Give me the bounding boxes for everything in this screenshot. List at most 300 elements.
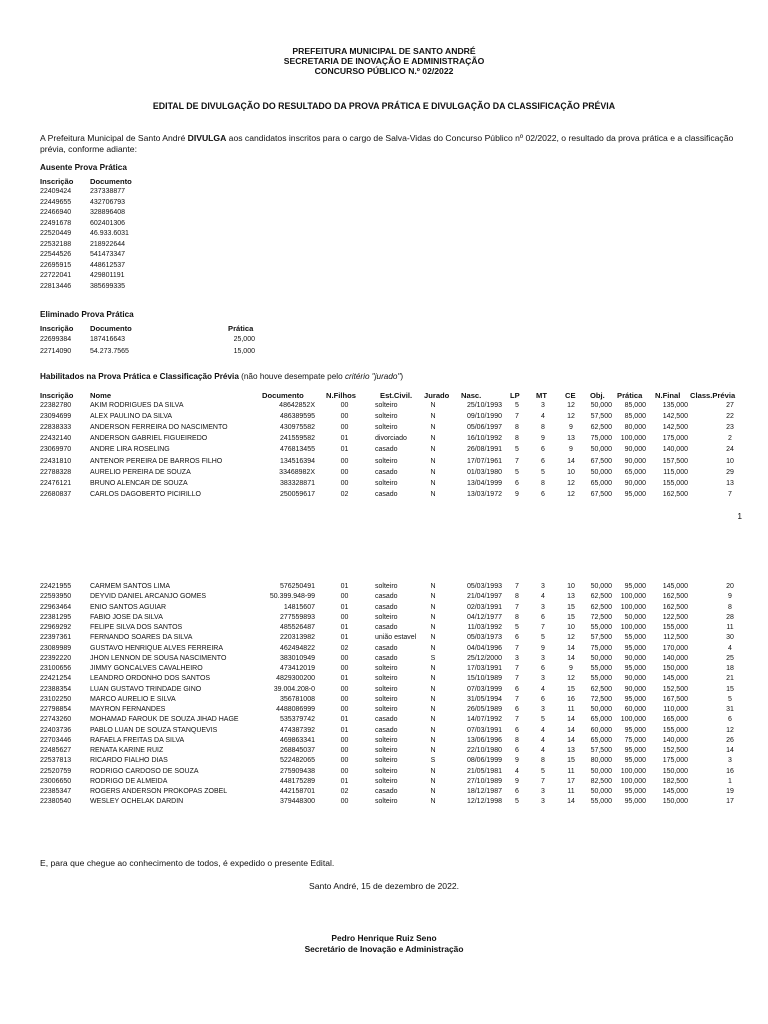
habilitados-cell: solteiro bbox=[375, 685, 398, 693]
habilitados-cell: 4 bbox=[728, 644, 732, 652]
ausente-cell: 22409424 bbox=[40, 188, 72, 195]
habilitados-cell: 22380540 bbox=[40, 798, 72, 806]
eliminado-header: Prática bbox=[228, 324, 254, 333]
habilitados-cell: solteiro bbox=[375, 736, 398, 744]
habilitados-cell: 9 bbox=[515, 777, 519, 785]
habilitados-cell: 00 bbox=[340, 685, 349, 693]
habilitados-cell: 379448300 bbox=[279, 798, 315, 806]
habilitados-cell: 6 bbox=[541, 695, 545, 703]
habilitados-cell: N bbox=[430, 624, 436, 631]
habilitados-cell: 00 bbox=[340, 402, 349, 409]
habilitados-cell: N bbox=[430, 613, 436, 621]
habilitados-cell: 4 bbox=[541, 747, 545, 754]
habilitados-cell: 6 bbox=[515, 634, 519, 642]
habilitados-cell: 162,500 bbox=[662, 490, 688, 498]
habilitados-cell: 22680837 bbox=[40, 490, 72, 498]
habilitados-cell: 112,500 bbox=[663, 634, 688, 642]
habilitados-cell: solteiro bbox=[375, 613, 398, 621]
habilitados-cell: solteiro bbox=[375, 583, 398, 590]
habilitados-cell: 23094699 bbox=[40, 413, 72, 421]
habilitados-cell: 14/07/1992 bbox=[466, 716, 502, 724]
habilitados-cell: AURELIO PEREIRA DE SOUZA bbox=[90, 468, 191, 476]
habilitados-cell: 6 bbox=[515, 685, 519, 693]
habilitados-cell: 67,500 bbox=[590, 490, 612, 498]
habilitados-cell: 3 bbox=[541, 654, 545, 662]
habilitados-cell: 11 bbox=[726, 624, 734, 631]
habilitados-cell: 17/07/1961 bbox=[466, 457, 502, 465]
habilitados-cell: 100,000 bbox=[620, 767, 646, 775]
habilitados-cell: 145,000 bbox=[662, 675, 688, 683]
habilitados-cell: 02/03/1991 bbox=[466, 603, 502, 611]
habilitados-cell: 13/06/1996 bbox=[466, 736, 502, 744]
habilitados-cell: 22385347 bbox=[40, 788, 72, 795]
habilitados-cell: 4 bbox=[541, 726, 545, 734]
habilitados-cell: 6 bbox=[541, 457, 545, 465]
habilitados-cell: 576250491 bbox=[279, 583, 315, 590]
habilitados-cell: 4 bbox=[515, 767, 519, 775]
habilitados-cell: S bbox=[430, 654, 436, 662]
habilitados-cell: 100,000 bbox=[620, 777, 646, 785]
eliminado-cell: 25,000 bbox=[233, 336, 255, 343]
habilitados-cell: 60,000 bbox=[624, 706, 646, 713]
habilitados-cell: 474387392 bbox=[279, 726, 315, 734]
habilitados-cell: N bbox=[430, 695, 436, 703]
habilitados-cell: 28 bbox=[726, 613, 734, 621]
header-line-2: SECRETARIA DE INOVAÇÃO E ADMINISTRAÇÃO bbox=[283, 56, 485, 66]
habilitados-cell: 22421254 bbox=[40, 675, 72, 683]
habilitados-cell: 50,000 bbox=[590, 402, 612, 409]
habilitados-cell: 07/03/1991 bbox=[466, 726, 502, 734]
habilitados-cell: ANDERSON FERREIRA DO NASCIMENTO bbox=[90, 424, 228, 432]
habilitados-title bbox=[40, 372, 403, 381]
habilitados-cell: 12 bbox=[567, 675, 575, 683]
habilitados-cell: solteiro bbox=[375, 767, 398, 775]
habilitados-cell: 72,500 bbox=[590, 695, 612, 703]
habilitados-cell: 95,000 bbox=[624, 665, 646, 672]
habilitados-cell: N bbox=[430, 583, 436, 590]
habilitados-cell: 55,000 bbox=[590, 665, 612, 672]
habilitados-cell: 7 bbox=[515, 675, 519, 683]
habilitados-cell: 175,000 bbox=[662, 435, 688, 443]
habilitados-cell: FELIPE SILVA DOS SANTOS bbox=[90, 624, 183, 631]
habilitados-cell: N bbox=[430, 777, 436, 785]
habilitados-cell: 55,000 bbox=[624, 634, 646, 642]
ausente-title: Ausente Prova Prática bbox=[40, 163, 127, 172]
habilitados-cell: 50,000 bbox=[590, 468, 612, 476]
signatory-name: Pedro Henrique Ruiz Seno bbox=[331, 933, 437, 943]
habilitados-cell: 04/12/1977 bbox=[466, 613, 502, 621]
habilitados-cell: 50.399.948-99 bbox=[269, 593, 315, 601]
habilitados-cell: 7 bbox=[541, 777, 545, 785]
intro-bold: DIVULGA bbox=[187, 133, 227, 143]
habilitados-cell: N bbox=[430, 747, 436, 754]
eliminado-cell: 22714090 bbox=[40, 347, 72, 355]
habilitados-cell: N bbox=[430, 593, 436, 601]
habilitados-cell: 31 bbox=[726, 706, 734, 713]
habilitados-cell: 5 bbox=[515, 624, 519, 631]
habilitados-cell: 182,500 bbox=[662, 777, 688, 785]
ausente-cell: 237338877 bbox=[90, 188, 126, 195]
habilitados-cell: 22381295 bbox=[40, 613, 72, 621]
habilitados-cell: 8 bbox=[541, 424, 545, 432]
habilitados-cell: solteiro bbox=[375, 402, 398, 409]
habilitados-cell: solteiro bbox=[375, 706, 398, 713]
habilitados-cell: 9 bbox=[569, 665, 573, 672]
habilitados-cell: 80,000 bbox=[624, 424, 646, 432]
habilitados-cell: 18 bbox=[726, 665, 734, 672]
habilitados-cell: 140,000 bbox=[662, 654, 688, 662]
habilitados-cell: 8 bbox=[515, 593, 519, 601]
habilitados-cell: 8 bbox=[515, 424, 519, 432]
habilitados-cell: solteiro bbox=[375, 424, 398, 432]
habilitados-cell: N bbox=[430, 644, 436, 652]
habilitados-cell: 12 bbox=[567, 402, 575, 409]
ausente-cell: 429801191 bbox=[90, 272, 125, 279]
habilitados-cell: 3 bbox=[541, 402, 545, 409]
habilitados-cell: 11/03/1992 bbox=[467, 624, 502, 631]
habilitados-cell: 04/04/1996 bbox=[466, 644, 502, 652]
habilitados-cell: 57,500 bbox=[590, 413, 612, 421]
habilitados-cell: 3 bbox=[541, 675, 545, 683]
habilitados-cell: N bbox=[430, 788, 436, 795]
ausente-cell: 328896408 bbox=[90, 209, 126, 216]
habilitados-cell: 8 bbox=[728, 603, 732, 611]
habilitados-cell: 5 bbox=[541, 468, 545, 476]
habilitados-cell: FABIO JOSE DA SILVA bbox=[90, 613, 163, 621]
habilitados-cell: solteiro bbox=[375, 798, 398, 806]
habilitados-cell: 6 bbox=[515, 747, 519, 754]
habilitados-cell: 115,000 bbox=[663, 468, 688, 476]
habilitados-cell: 22421955 bbox=[40, 583, 72, 590]
habilitados-cell: 100,000 bbox=[620, 603, 646, 611]
habilitados-cell: JHON LENNON DE SOUSA NASCIMENTO bbox=[90, 654, 227, 662]
habilitados-cell: 5 bbox=[515, 468, 519, 476]
ausente-cell: 218922644 bbox=[90, 240, 126, 248]
habilitados-cell: casado bbox=[375, 490, 398, 498]
habilitados-cell: 05/03/1973 bbox=[466, 634, 502, 642]
habilitados-cell: solteiro bbox=[375, 757, 398, 765]
habilitados-cell: 145,000 bbox=[662, 788, 688, 795]
habilitados-cell: 75,000 bbox=[590, 644, 612, 652]
habilitados-cell: 22 bbox=[726, 413, 734, 421]
habilitados-cell: 39.004.208-0 bbox=[273, 685, 315, 693]
habilitados-cell: 383010949 bbox=[279, 654, 315, 662]
habilitados-cell: 100,000 bbox=[620, 435, 646, 443]
habilitados-cell: 22485627 bbox=[40, 747, 72, 754]
habilitados-cell: 14815607 bbox=[283, 603, 315, 611]
habilitados-cell: 01/03/1980 bbox=[466, 468, 502, 476]
habilitados-header: Inscrição bbox=[40, 391, 74, 400]
habilitados-cell: ROGERS ANDERSON PROKOPAS ZOBEL bbox=[90, 788, 228, 795]
habilitados-cell: 23 bbox=[726, 424, 734, 432]
habilitados-cell: 27 bbox=[726, 402, 734, 409]
habilitados-cell: 95,000 bbox=[624, 747, 646, 754]
habilitados-cell: RENATA KARINE RUIZ bbox=[90, 747, 164, 754]
habilitados-cell: N bbox=[430, 665, 436, 672]
habilitados-cell: 02 bbox=[340, 490, 349, 498]
habilitados-cell: 11 bbox=[567, 767, 575, 775]
habilitados-cell: 17 bbox=[567, 777, 575, 785]
habilitados-cell: 134516394 bbox=[279, 457, 315, 465]
habilitados-cell: 55,000 bbox=[590, 624, 612, 631]
habilitados-cell: 50,000 bbox=[590, 788, 612, 795]
habilitados-cell: 65,000 bbox=[590, 736, 612, 744]
habilitados-header: Documento bbox=[262, 391, 304, 400]
habilitados-cell: N bbox=[430, 634, 436, 642]
habilitados-cell: casado bbox=[375, 726, 398, 734]
habilitados-cell: MOHAMAD FAROUK DE SOUZA JIHAD HAGE bbox=[90, 716, 239, 724]
habilitados-cell: 8 bbox=[515, 613, 519, 621]
habilitados-cell: solteiro bbox=[375, 695, 398, 703]
habilitados-cell: 90,000 bbox=[624, 685, 646, 693]
signatory-role: Secretário de Inovação e Administração bbox=[304, 944, 464, 954]
habilitados-cell: RAFAELA FREITAS DA SILVA bbox=[90, 736, 185, 744]
habilitados-cell: MARCO AURELIO E SILVA bbox=[90, 695, 176, 703]
habilitados-cell: 7 bbox=[515, 665, 519, 672]
ausente-cell: 385699335 bbox=[90, 282, 126, 290]
habilitados-cell: 15 bbox=[567, 685, 575, 693]
habilitados-cell: 22703446 bbox=[40, 736, 72, 744]
habilitados-cell: CARMEM SANTOS LIMA bbox=[90, 583, 170, 590]
habilitados-cell: 55,000 bbox=[590, 675, 612, 683]
habilitados-cell: 12 bbox=[726, 726, 734, 734]
habilitados-cell: 5 bbox=[515, 402, 519, 409]
habilitados-cell: 95,000 bbox=[624, 583, 646, 590]
habilitados-cell: 00 bbox=[340, 424, 349, 432]
habilitados-header: Est.Civil. bbox=[380, 391, 413, 400]
habilitados-cell: 22963464 bbox=[40, 603, 72, 611]
habilitados-cell: 57,500 bbox=[590, 747, 612, 754]
habilitados-cell: 162,500 bbox=[662, 603, 688, 611]
habilitados-cell: casado bbox=[375, 468, 398, 476]
habilitados-cell: 155,000 bbox=[662, 726, 688, 734]
habilitados-cell: 9 bbox=[569, 446, 573, 454]
habilitados-cell: 2 bbox=[728, 435, 732, 443]
signature-block bbox=[0, 933, 768, 955]
habilitados-cell: 75,000 bbox=[590, 435, 612, 443]
habilitados-cell: 6 bbox=[541, 613, 545, 621]
habilitados-cell: 13 bbox=[726, 479, 734, 487]
habilitados-cell: 23102250 bbox=[40, 695, 72, 703]
habilitados-cell: 13 bbox=[567, 435, 575, 443]
habilitados-cell: 25/12/2000 bbox=[466, 654, 502, 662]
habilitados-cell: 162,500 bbox=[662, 593, 688, 601]
habilitados-cell: 13 bbox=[567, 593, 575, 601]
habilitados-cell: N bbox=[430, 767, 436, 775]
habilitados-cell: 22431810 bbox=[40, 457, 72, 465]
habilitados-cell: 22403736 bbox=[40, 726, 72, 734]
habilitados-cell: 14 bbox=[567, 457, 575, 465]
habilitados-cell: N bbox=[430, 413, 436, 421]
habilitados-cell: 13/03/1972 bbox=[466, 490, 502, 498]
habilitados-header: Class.Prévia bbox=[690, 391, 736, 400]
habilitados-cell: 473412019 bbox=[279, 665, 315, 672]
habilitados-cell: 476813455 bbox=[279, 446, 315, 454]
habilitados-cell: 6 bbox=[728, 716, 732, 724]
habilitados-cell: 3 bbox=[515, 654, 519, 662]
habilitados-cell: 12 bbox=[567, 479, 575, 487]
habilitados-cell: 23089989 bbox=[40, 644, 72, 652]
eliminado-header: Inscrição bbox=[40, 324, 74, 333]
habilitados-cell: N bbox=[430, 468, 436, 476]
habilitados-cell: 23006650 bbox=[40, 777, 72, 785]
eliminado-cell: 54.273.7565 bbox=[90, 347, 129, 355]
habilitados-cell: 50,000 bbox=[624, 613, 646, 621]
habilitados-cell: ANDERSON GABRIEL FIGUEIREDO bbox=[90, 435, 208, 443]
habilitados-cell: 268845037 bbox=[279, 747, 315, 754]
habilitados-cell: 22743260 bbox=[40, 716, 72, 724]
habilitados-cell: N bbox=[430, 675, 436, 683]
habilitados-cell: 10 bbox=[567, 583, 575, 590]
habilitados-cell: 85,000 bbox=[624, 402, 646, 409]
habilitados-cell: 01 bbox=[340, 634, 349, 642]
habilitados-cell: 31/05/1994 bbox=[466, 695, 502, 703]
ausente-cell: 22449655 bbox=[40, 198, 72, 206]
habilitados-cell: 19 bbox=[726, 788, 734, 795]
habilitados-cell: 4 bbox=[541, 593, 545, 601]
habilitados-cell: N bbox=[430, 402, 436, 409]
habilitados-cell: DEYVID DANIEL ARCANJO GOMES bbox=[90, 593, 207, 601]
habilitados-cell: casado bbox=[375, 593, 398, 601]
ausente-cell: 22813446 bbox=[40, 282, 72, 290]
habilitados-cell: 21 bbox=[726, 675, 734, 683]
habilitados-cell: 5 bbox=[541, 716, 545, 724]
habilitados-cell: N bbox=[430, 726, 436, 734]
habilitados-cell: WESLEY OCHELAK DARDIN bbox=[90, 798, 184, 806]
habilitados-header: MT bbox=[536, 391, 547, 400]
habilitados-cell: 00 bbox=[340, 757, 349, 765]
habilitados-cell: 00 bbox=[340, 613, 349, 621]
habilitados-cell: 16 bbox=[567, 695, 575, 703]
habilitados-cell: 27/10/1989 bbox=[466, 777, 502, 785]
habilitados-cell: ANDRE LIRA ROSELING bbox=[90, 446, 170, 454]
habilitados-cell: 30 bbox=[726, 634, 734, 642]
habilitados-cell: 122,500 bbox=[662, 613, 688, 621]
habilitados-cell: 00 bbox=[340, 413, 349, 421]
eliminado-title: Eliminado Prova Prática bbox=[40, 310, 134, 319]
habilitados-cell: 21/05/1981 bbox=[466, 767, 502, 775]
habilitados-cell: 3 bbox=[728, 757, 732, 765]
intro-prefix: A Prefeitura Municipal de Santo André bbox=[40, 133, 188, 143]
habilitados-cell: N bbox=[430, 603, 436, 611]
habilitados-cell: 14 bbox=[567, 644, 575, 652]
habilitados-cell: 26/05/1989 bbox=[466, 706, 502, 713]
habilitados-cell: 5 bbox=[515, 446, 519, 454]
habilitados-header: Obj. bbox=[590, 391, 605, 400]
habilitados-cell: 152,500 bbox=[662, 747, 688, 754]
habilitados-cell: casado bbox=[375, 603, 398, 611]
habilitados-cell: 20 bbox=[726, 583, 734, 590]
habilitados-cell: 16/10/1992 bbox=[466, 435, 502, 443]
habilitados-cell: 4 bbox=[541, 413, 545, 421]
habilitados-cell: 7 bbox=[515, 413, 519, 421]
habilitados-cell: 22969292 bbox=[40, 624, 72, 631]
habilitados-cell: 67,500 bbox=[590, 457, 612, 465]
habilitados-cell: 00 bbox=[340, 468, 349, 476]
habilitados-cell: 7 bbox=[515, 603, 519, 611]
habilitados-cell: 22/10/1980 bbox=[466, 747, 502, 754]
habilitados-cell: 5 bbox=[728, 695, 732, 703]
habilitados-cell: 00 bbox=[340, 798, 349, 806]
habilitados-cell: 7 bbox=[541, 624, 545, 631]
habilitados-cell: 9 bbox=[569, 424, 573, 432]
habilitados-cell: 95,000 bbox=[624, 726, 646, 734]
habilitados-header: Nasc. bbox=[461, 391, 482, 400]
habilitados-cell: 135,000 bbox=[662, 402, 688, 409]
habilitados-cell: 90,000 bbox=[624, 654, 646, 662]
habilitados-cell: AKIM RODRIGUES DA SILVA bbox=[90, 402, 184, 409]
habilitados-cell: 62,500 bbox=[590, 685, 612, 693]
habilitados-cell: 8 bbox=[541, 479, 545, 487]
habilitados-note bbox=[241, 372, 403, 381]
habilitados-cell: 08/06/1999 bbox=[466, 757, 502, 765]
habilitados-cell: 150,000 bbox=[662, 798, 688, 806]
habilitados-cell: 02 bbox=[340, 788, 349, 795]
habilitados-cell: 50,000 bbox=[590, 706, 612, 713]
habilitados-cell: 165,000 bbox=[662, 716, 688, 724]
habilitados-cell: 55,000 bbox=[590, 798, 612, 806]
habilitados-cell: 383328871 bbox=[279, 479, 315, 487]
habilitados-cell: 5 bbox=[541, 767, 545, 775]
habilitados-cell: 22432140 bbox=[40, 435, 72, 443]
document-title: EDITAL DE DIVULGAÇÃO DO RESULTADO DA PROVA PRÁTICA E DIVULGAÇÃO DA CLASSIFICAÇÃO PRÉVIA bbox=[152, 101, 616, 111]
habilitados-cell: 6 bbox=[515, 788, 519, 795]
habilitados-cell: 00 bbox=[340, 706, 349, 713]
habilitados-cell: 01 bbox=[340, 583, 349, 590]
habilitados-cell: 100,000 bbox=[620, 593, 646, 601]
date-line: Santo André, 15 de dezembro de 2022. bbox=[308, 881, 460, 891]
habilitados-cell: 486389595 bbox=[279, 413, 315, 421]
ausente-cell: 602401306 bbox=[90, 219, 126, 227]
habilitados-cell: 4 bbox=[541, 736, 545, 744]
habilitados-cell: 85,000 bbox=[624, 413, 646, 421]
habilitados-cell: 100,000 bbox=[620, 624, 646, 631]
habilitados-cell: 3 bbox=[541, 706, 545, 713]
habilitados-cell: 142,500 bbox=[662, 424, 688, 432]
habilitados-cell: casado bbox=[375, 654, 398, 662]
habilitados-cell: solteiro bbox=[375, 479, 398, 487]
habilitados-cell: JIMMY GONCALVES CAVALHEIRO bbox=[90, 665, 203, 672]
habilitados-cell: 00 bbox=[340, 747, 349, 754]
habilitados-cell: 62,500 bbox=[590, 424, 612, 432]
habilitados-header: CE bbox=[565, 391, 576, 400]
habilitados-cell: 23100656 bbox=[40, 665, 72, 672]
page-number: 1 bbox=[737, 511, 742, 521]
habilitados-cell: 60,000 bbox=[590, 726, 612, 734]
habilitados-cell: 09/10/1990 bbox=[466, 413, 502, 421]
habilitados-cell: 05/06/1997 bbox=[466, 424, 502, 432]
habilitados-cell: 356781008 bbox=[279, 695, 315, 703]
habilitados-cell: 7 bbox=[515, 695, 519, 703]
habilitados-cell: 14 bbox=[567, 654, 575, 662]
habilitados-cell: 6 bbox=[515, 726, 519, 734]
habilitados-cell: 95,000 bbox=[624, 798, 646, 806]
habilitados-cell: S bbox=[430, 757, 436, 765]
habilitados-cell: 100,000 bbox=[620, 716, 646, 724]
eliminado-header: Documento bbox=[90, 324, 132, 333]
habilitados-cell: 22788328 bbox=[40, 468, 72, 476]
habilitados-cell: 1 bbox=[728, 777, 732, 785]
habilitados-cell: 18/12/1987 bbox=[466, 788, 502, 795]
habilitados-cell: 157,500 bbox=[662, 457, 688, 465]
habilitados-cell: 65,000 bbox=[624, 468, 646, 476]
habilitados-cell: 275909438 bbox=[279, 767, 315, 775]
habilitados-cell: 00 bbox=[340, 593, 349, 601]
habilitados-cell: 25 bbox=[726, 654, 734, 662]
habilitados-cell: 250059617 bbox=[279, 490, 315, 498]
habilitados-cell: 95,000 bbox=[624, 490, 646, 498]
intro-paragraph bbox=[40, 133, 745, 155]
